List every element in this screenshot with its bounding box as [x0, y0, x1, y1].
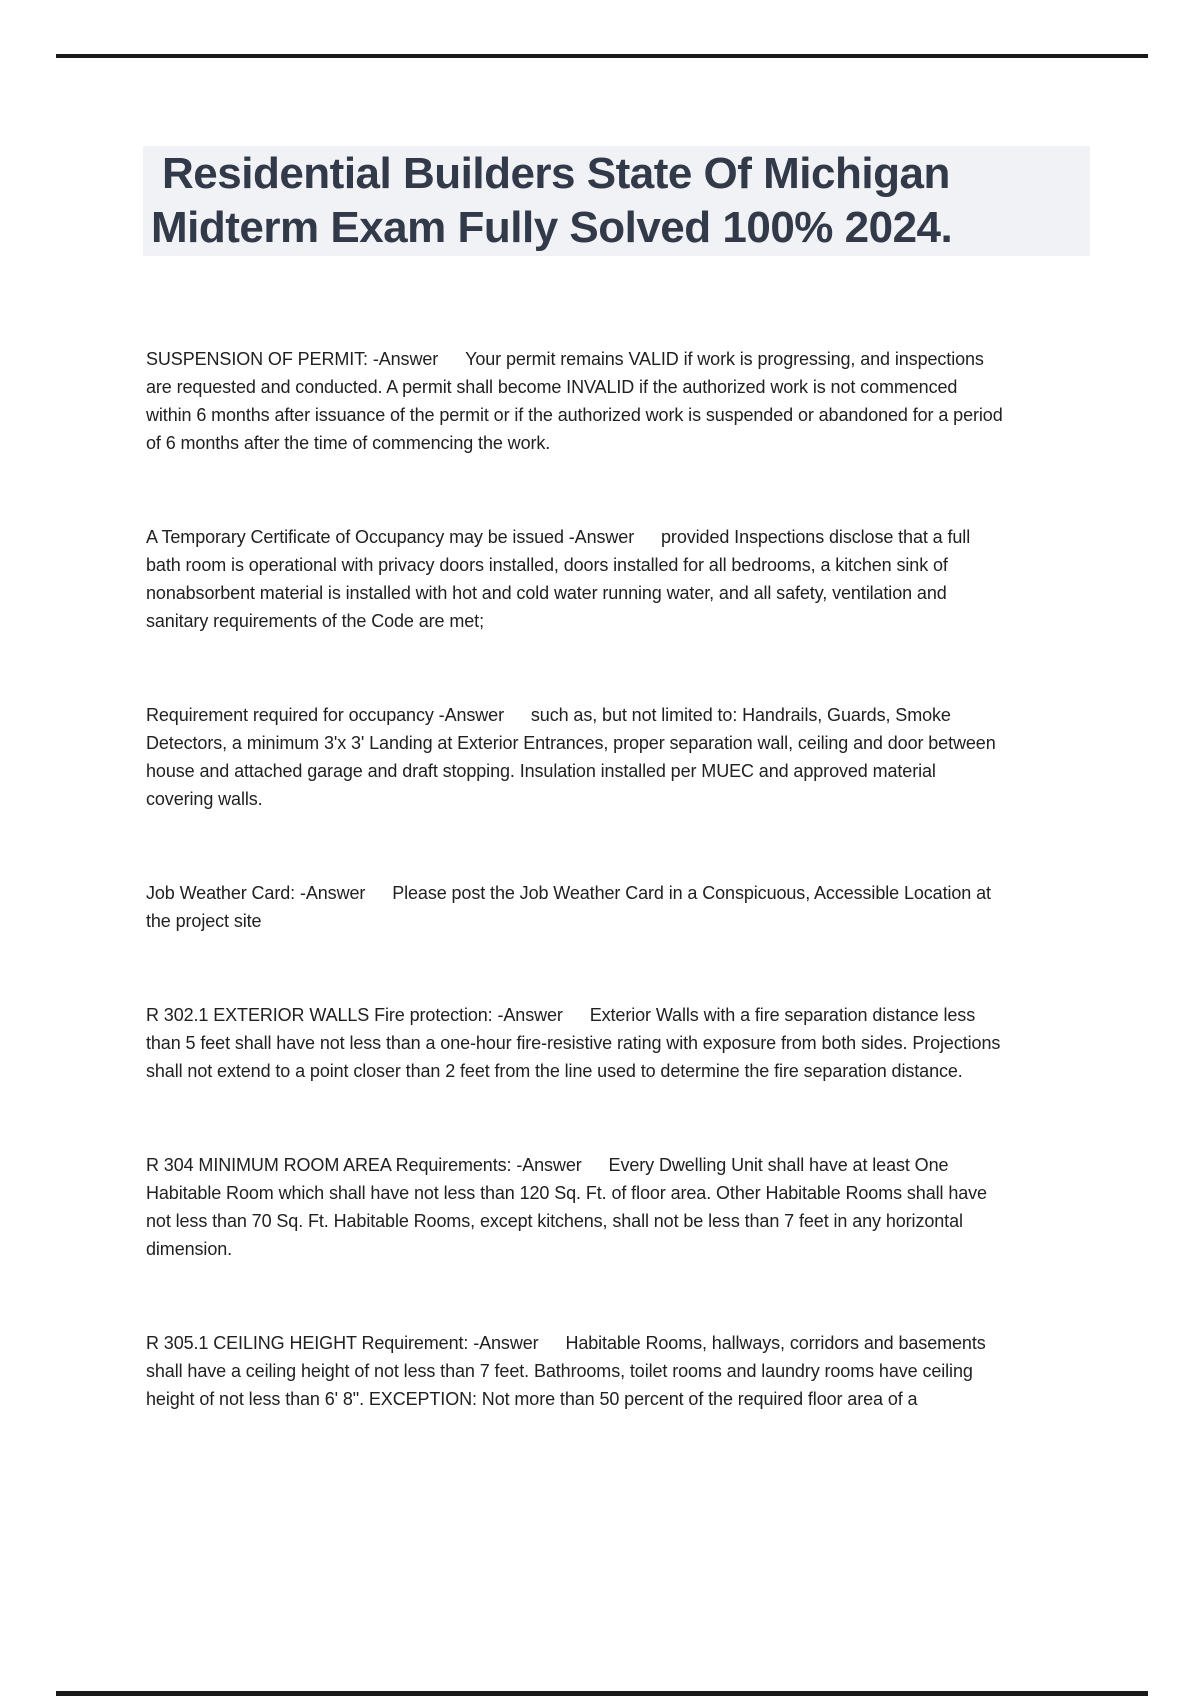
answer-marker: -Answer: [473, 1333, 539, 1353]
top-rule: [56, 54, 1148, 58]
qa-paragraph: [146, 701, 1006, 813]
answer-marker: -Answer: [516, 1155, 582, 1175]
question-text: R 304 MINIMUM ROOM AREA Requirements:: [146, 1155, 512, 1175]
page-title-line-1: Residential Builders State Of Michigan: [162, 149, 950, 198]
qa-paragraph: [146, 879, 1006, 935]
question-text: Job Weather Card:: [146, 883, 296, 903]
qa-paragraph: [146, 523, 1006, 635]
answer-marker: -Answer: [438, 705, 504, 725]
qa-content: [146, 345, 1006, 1479]
question-text: R 305.1 CEILING HEIGHT Requirement:: [146, 1333, 469, 1353]
answer-text: provided Inspections disclose that a full bath room is operational with privacy doors installed, doors installed for all bedrooms, a kitchen sink of nonabsorbent material is installed with hot and cold water running water, and all safety, ventilation and sanitary requirements of the Code are met;: [146, 527, 971, 631]
question-text: R 302.1 EXTERIOR WALLS Fire protection:: [146, 1005, 493, 1025]
question-text: SUSPENSION OF PERMIT:: [146, 349, 368, 369]
answer-text: Habitable Rooms, hallways, corridors and basements shall have a ceiling height of not less than 7 feet. Bathrooms, toilet rooms and laundry rooms have ceiling height of not less than 6' 8". EXCEPTION: Not more than 50 percent of the required floor area of a: [146, 1333, 986, 1409]
answer-text: Your permit remains VALID if work is progressing, and inspections are requested and conducted. A permit shall become INVALID if the authorized work is not commenced within 6 months after issuance of the permit or if the authorized work is suspended or abandoned for a period of 6 months after the time of commencing the work.: [146, 349, 1003, 453]
page-title-line-2: Midterm Exam Fully Solved 100% 2024.: [151, 203, 953, 252]
page-title: [143, 146, 1090, 256]
answer-marker: -Answer: [372, 349, 439, 369]
answer-text: such as, but not limited to: Handrails, Guards, Smoke Detectors, a minimum 3'x 3' Landing at Exterior Entrances, proper separation wall, ceiling and door between house and attached garage and draft stopping. Insulation installed per MUEC and approved material covering walls.: [146, 705, 996, 809]
answer-text: Exterior Walls with a fire separation distance less than 5 feet shall have not less than a one-hour fire-resistive rating with exposure from both sides. Projections shall not extend to a point closer than 2 feet from the line used to determine the fire separation distance.: [146, 1005, 1001, 1081]
qa-paragraph: [146, 345, 1006, 457]
answer-text: Please post the Job Weather Card in a Conspicuous, Accessible Location at the project site: [146, 883, 991, 931]
qa-paragraph: [146, 1329, 1006, 1413]
question-text: Requirement required for occupancy: [146, 705, 434, 725]
bottom-rule: [56, 1691, 1148, 1696]
question-text: A Temporary Certificate of Occupancy may be issued: [146, 527, 564, 547]
answer-text: Every Dwelling Unit shall have at least One Habitable Room which shall have not less than 120 Sq. Ft. of floor area. Other Habitable Rooms shall have not less than 70 Sq. Ft. Habitable Rooms, except kitchens, shall not be less than 7 feet in any horizontal dimension.: [146, 1155, 987, 1259]
answer-marker: -Answer: [568, 527, 635, 547]
qa-paragraph: [146, 1001, 1006, 1085]
answer-marker: -Answer: [299, 883, 366, 903]
answer-marker: -Answer: [497, 1005, 563, 1025]
qa-paragraph: [146, 1151, 1006, 1263]
